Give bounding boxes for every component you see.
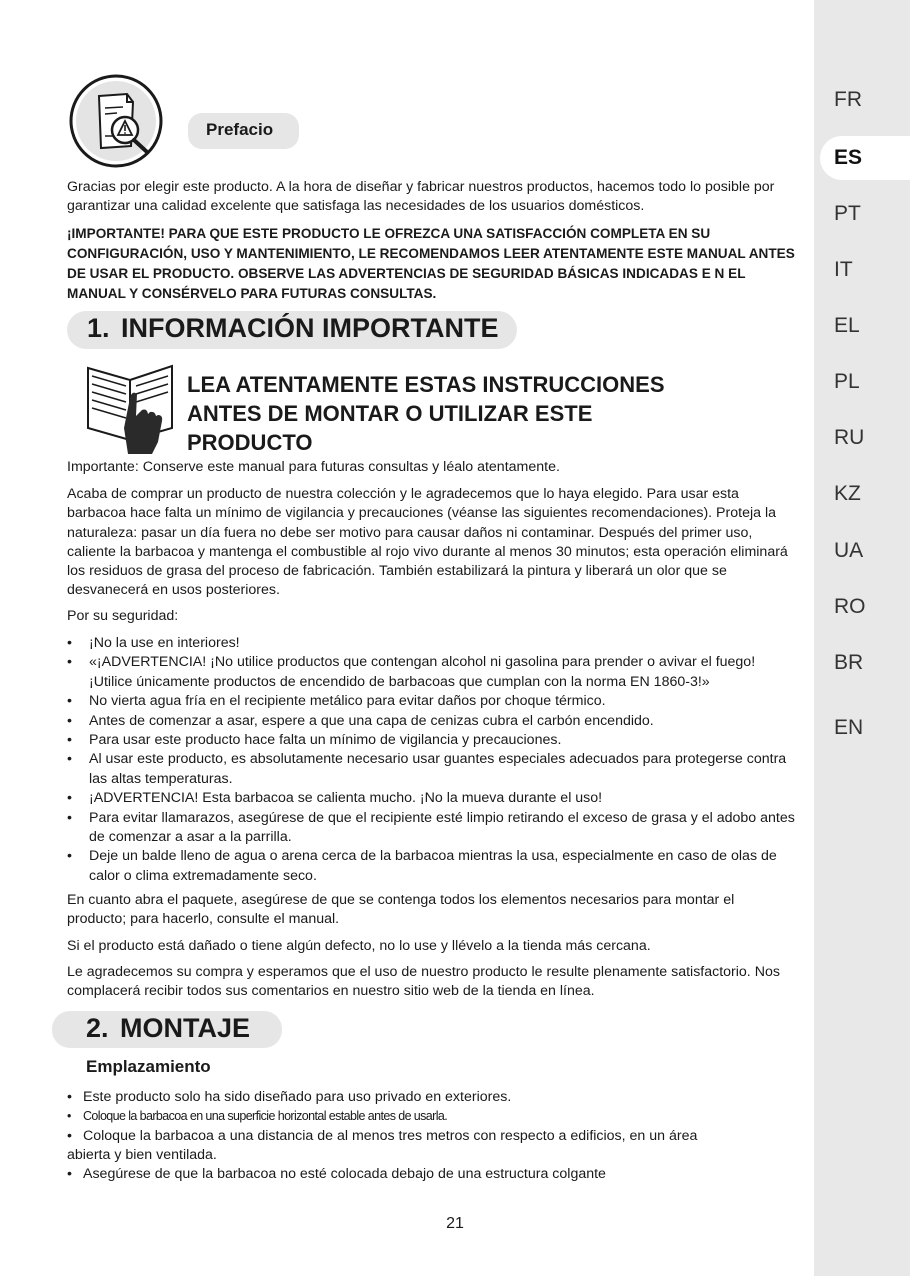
- lang-tab-ru[interactable]: RU: [834, 426, 865, 449]
- language-sidebar: [814, 0, 910, 1276]
- warning-line: LEA ATENTAMENTE ESTAS INSTRUCCIONES: [187, 372, 665, 397]
- section1-heading-pill: [67, 311, 517, 349]
- document-warning-magnifier-icon: [69, 74, 163, 168]
- list-item: • «¡ADVERTENCIA! ¡No utilice productos que contengan alcohol ni gasolina para prender o avivar el fuego! ¡Utilice únicamente productos de encendido de barbacoas que cumplan con la norma EN 1860-3!»: [67, 653, 797, 692]
- list-item: • Deje un balde lleno de agua o arena cerca de la barbacoa mientras la usa, especialmente en caso de olas de calor o clima extremadamente seco.: [67, 847, 797, 886]
- lang-tab-it[interactable]: IT: [834, 258, 853, 281]
- preface-important-notice: ¡IMPORTANTE! PARA QUE ESTE PRODUCTO LE OFREZCA UNA SATISFACCIÓN COMPLETA EN SU CONFIGURACIÓN, USO Y MANTENIMIENTO, LE RECOMENDAMOS LEER ATENTAMENTE ESTE MANUAL ANTES DE USAR EL PRODUCTO. OBSERVE LAS ADVERTENCIAS DE SEGURIDAD BÁSICAS INDICADAS E N EL MANUAL Y CONSÉRVELO PARA FUTURAS CONSULTAS.: [67, 226, 795, 301]
- location-continuation: abierta y bien ventilada.: [67, 1147, 217, 1163]
- list-item: • No vierta agua fría en el recipiente metálico para evitar daños por choque térmico.: [67, 692, 797, 711]
- lang-tab-br[interactable]: BR: [834, 651, 864, 674]
- warning-line: ANTES DE MONTAR O UTILIZAR ESTE: [187, 401, 593, 426]
- damaged-paragraph: Si el producto está dañado o tiene algún defecto, no lo use y llévelo a la tienda más cercana.: [67, 938, 651, 954]
- lang-tab-en[interactable]: EN: [834, 716, 864, 739]
- lang-tab-pl[interactable]: PL: [834, 370, 860, 393]
- thanks-paragraph: Le agradecemos su compra y esperamos que el uso de nuestro producto le resulte plenamente satisfactorio. Nos complacerá recibir todos sus comentarios en nuestro sitio web de la tienda en línea.: [67, 964, 780, 1000]
- lang-tab-el[interactable]: EL: [834, 314, 860, 337]
- safety-bullet-list: [67, 634, 797, 886]
- location-bullet-list-cont: [67, 1165, 797, 1184]
- package-paragraph: En cuanto abra el paquete, asegúrese de que se contenga todos los elementos necesarios para montar el producto; para hacerlo, consulte el manual.: [67, 892, 735, 928]
- lang-tab-kz[interactable]: KZ: [834, 482, 861, 505]
- lang-tab-ro[interactable]: RO: [834, 595, 866, 618]
- read-instructions-warning: [187, 370, 665, 457]
- warning-line: PRODUCTO: [187, 430, 313, 455]
- preface-title: Prefacio: [206, 120, 274, 139]
- list-item: • Para evitar llamarazos, asegúrese de que el recipiente esté limpio retirando el exceso de grasa y el adobo antes de comenzar a asar a la parrilla.: [67, 809, 797, 848]
- lang-tab-ua[interactable]: UA: [834, 539, 864, 562]
- preface-intro: Gracias por elegir este producto. A la hora de diseñar y fabricar nuestros productos, hacemos todo lo posible por garantizar una calidad excelente que satisfaga las necesidades de los usuarios domésticos.: [67, 179, 775, 215]
- list-item: • Al usar este producto, es absolutamente necesario usar guantes especiales adecuados para protegerse contra las altas temperaturas.: [67, 750, 797, 789]
- section2-number: 2.: [86, 1013, 109, 1043]
- section1-number: 1.: [87, 313, 110, 343]
- keep-manual-note: Importante: Conserve este manual para futuras consultas y léalo atentamente.: [67, 459, 560, 475]
- section2-heading-pill: [52, 1011, 282, 1048]
- section2-title: MONTAJE: [120, 1013, 251, 1043]
- list-item: • Coloque la barbacoa en una superficie horizontal estable antes de usarla.: [67, 1107, 797, 1126]
- safety-label: Por su seguridad:: [67, 608, 179, 624]
- location-bullet-list: [67, 1088, 797, 1146]
- lang-tab-fr[interactable]: FR: [834, 88, 862, 111]
- section1-title: INFORMACIÓN IMPORTANTE: [121, 313, 499, 343]
- section1-paragraph: Acaba de comprar un producto de nuestra colección y le agradecemos que lo haya elegido. Para usar esta barbacoa hace falta un mínimo de vigilancia y precauciones (véanse las siguientes recomendaciones). Proteja la naturaleza: pasar un día fuera no debe ser motivo para causar daños ni contaminar. Después del primer uso, caliente la barbacoa y mantenga el combustible al rojo vivo durante al menos 30 minutos; esta operación eliminará los residuos de grasa del proceso de fabricación. También estabilizará la pintura y liberará un olor que se desvanecerá en usos posteriores.: [67, 486, 788, 599]
- list-item: • Asegúrese de que la barbacoa no esté colocada debajo de una estructura colgante: [67, 1165, 797, 1184]
- list-item: • Este producto solo ha sido diseñado para uso privado en exteriores.: [67, 1088, 797, 1107]
- list-item: • Para usar este producto hace falta un mínimo de vigilancia y precauciones.: [67, 731, 797, 750]
- list-item: • Antes de comenzar a asar, espere a que una capa de cenizas cubra el carbón encendido.: [67, 712, 797, 731]
- lang-tab-es[interactable]: ES: [820, 136, 910, 180]
- page-number: 21: [446, 1215, 464, 1232]
- preface-heading-pill: [188, 113, 299, 149]
- list-item: • ¡ADVERTENCIA! Esta barbacoa se calienta mucho. ¡No la mueva durante el uso!: [67, 789, 797, 808]
- section2-subtitle: Emplazamiento: [86, 1057, 211, 1076]
- read-manual-icon: [84, 358, 180, 458]
- list-item: • ¡No la use en interiores!: [67, 634, 797, 653]
- list-item: • Coloque la barbacoa a una distancia de al menos tres metros con respecto a edificios, en un área: [67, 1127, 797, 1146]
- lang-tab-pt[interactable]: PT: [834, 202, 861, 225]
